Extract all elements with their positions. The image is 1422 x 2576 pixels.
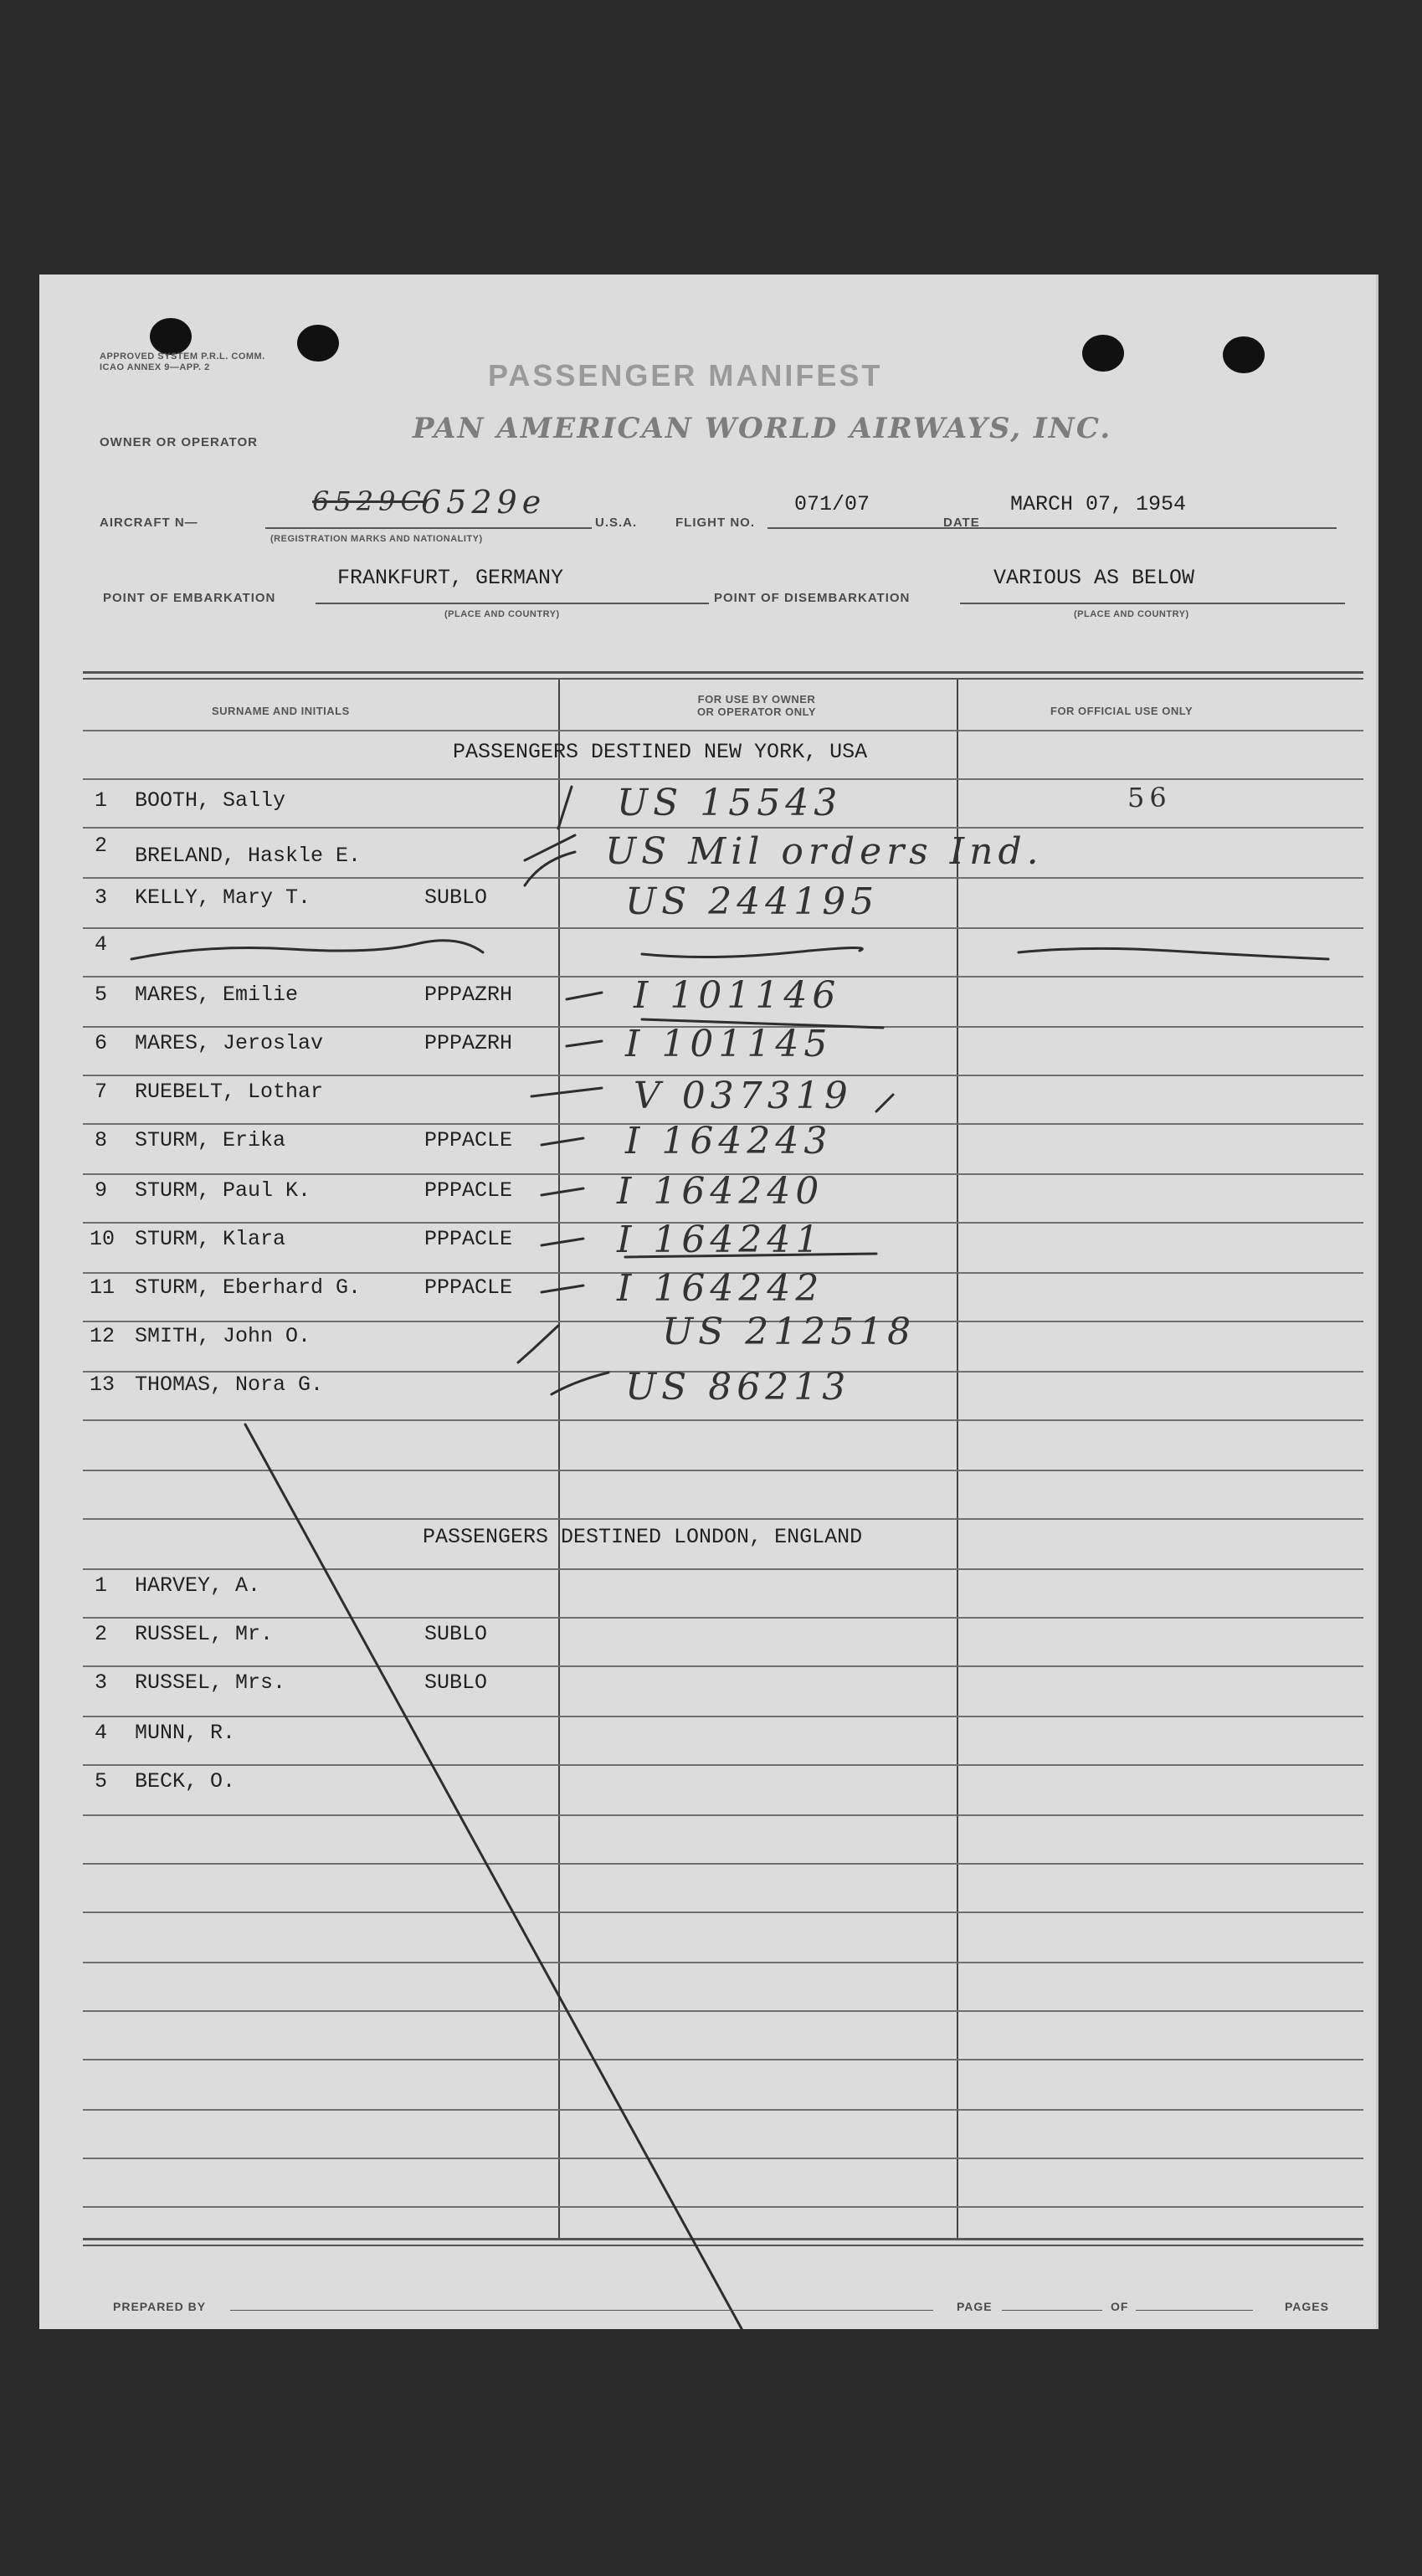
underline-stroke: [625, 1254, 876, 1257]
aircraft-label: AIRCRAFT N—: [100, 516, 198, 530]
passenger-name: MUNN, R.: [135, 1721, 236, 1745]
underline-stroke: [642, 1019, 883, 1028]
document-number: US 15543: [617, 782, 843, 824]
aircraft-value: 6529e: [421, 484, 547, 521]
document-number: V 037319: [634, 1075, 853, 1117]
row-number: 2: [95, 1622, 108, 1646]
passenger-code: PPPACLE: [424, 1227, 513, 1251]
dash-mark: [542, 1285, 583, 1292]
passenger-code: PPPACLE: [424, 1178, 513, 1203]
passenger-name: KELLY, Mary T.: [135, 885, 311, 910]
passenger-name: RUSSEL, Mrs.: [135, 1670, 286, 1695]
document-number: I 164243: [625, 1120, 833, 1162]
header-surname: SURNAME AND INITIALS: [212, 705, 350, 717]
flight-date: MARCH 07, 1954: [1010, 492, 1187, 516]
of-label: OF: [1111, 2300, 1129, 2313]
row-number: 6: [95, 1031, 108, 1055]
passenger-name: THOMAS, Nora G.: [135, 1373, 324, 1397]
diagonal-line: [245, 1424, 744, 2329]
document-number: I 164240: [617, 1170, 824, 1213]
passenger-code: PPPACLE: [424, 1128, 513, 1152]
passenger-name: BRELAND, Haskle E.: [135, 844, 362, 868]
document-number: I 101146: [634, 974, 841, 1017]
document-number: I 101145: [625, 1023, 833, 1065]
dash-mark: [542, 1138, 583, 1145]
row-number: 5: [95, 983, 108, 1007]
header-official: FOR OFFICIAL USE ONLY: [1050, 705, 1194, 717]
underline-stroke: [876, 1095, 893, 1111]
header-owner-use-line2: OR OPERATOR ONLY: [696, 706, 817, 718]
aircraft-struck-value: 6529C: [312, 485, 426, 517]
passenger-name: STURM, Klara: [135, 1227, 286, 1251]
owner-label: OWNER OR OPERATOR: [100, 435, 258, 449]
check-mark: [552, 1373, 608, 1394]
disembarkation-label: POINT OF DISEMBARKATION: [714, 591, 911, 605]
row-number: 4: [95, 1721, 108, 1745]
passenger-code: PPPACLE: [424, 1275, 513, 1300]
row-number: 11: [90, 1275, 116, 1300]
row-number: 12: [90, 1324, 116, 1348]
row-number: 13: [90, 1373, 116, 1397]
row-number: 4: [95, 932, 108, 957]
pen-marks: [39, 275, 1376, 2329]
dash-mark: [567, 1041, 602, 1046]
disembarkation-value: VARIOUS AS BELOW: [993, 566, 1195, 590]
check-mark: [525, 835, 575, 860]
manifest-sheet: [39, 275, 1378, 2329]
wavy-line: [642, 947, 862, 957]
check-mark: [558, 787, 572, 829]
flight-label: FLIGHT NO.: [675, 516, 755, 530]
dash-mark: [542, 1239, 583, 1245]
row-number: 7: [95, 1080, 108, 1104]
document-number: I 164242: [617, 1267, 824, 1310]
row-number: 9: [95, 1178, 108, 1203]
document-number: US 86213: [625, 1366, 851, 1409]
passenger-code: SUBLO: [424, 1670, 488, 1695]
passenger-name: BECK, O.: [135, 1769, 236, 1793]
place-caption: (PLACE AND COUNTRY): [444, 609, 560, 619]
usa-label: U.S.A.: [595, 516, 638, 530]
wavy-line: [1019, 948, 1328, 959]
date-label: DATE: [943, 516, 980, 530]
passenger-name: BOOTH, Sally: [135, 788, 286, 813]
embarkation-label: POINT OF EMBARKATION: [103, 591, 276, 605]
passenger-name: MARES, Emilie: [135, 983, 299, 1007]
passenger-name: RUEBELT, Lothar: [135, 1080, 324, 1104]
page-label: PAGE: [957, 2300, 993, 2313]
section-heading-new-york: PASSENGERS DESTINED NEW YORK, USA: [453, 740, 868, 764]
passenger-code: SUBLO: [424, 1622, 488, 1646]
passenger-name: SMITH, John O.: [135, 1324, 311, 1348]
passenger-code: PPPAZRH: [424, 1031, 513, 1055]
section-heading-london: PASSENGERS DESTINED LONDON, ENGLAND: [423, 1525, 863, 1549]
approval-note: APPROVED SYSTEM P.R.L. COMM. ICAO ANNEX 9—APP. 2: [100, 352, 265, 372]
page-title: PASSENGER MANIFEST: [488, 358, 883, 393]
wavy-line: [131, 941, 483, 959]
row-number: 8: [95, 1128, 108, 1152]
passenger-name: STURM, Erika: [135, 1128, 286, 1152]
document-number: US 244195: [625, 880, 880, 923]
passenger-name: HARVEY, A.: [135, 1573, 261, 1598]
operator-logo-text: PAN AMERICAN WORLD AIRWAYS, INC.: [413, 412, 1112, 445]
document-number: US Mil orders Ind.: [605, 830, 1044, 873]
passenger-name: STURM, Paul K.: [135, 1178, 311, 1203]
flight-number: 071/07: [794, 492, 870, 516]
pages-label: PAGES: [1285, 2300, 1329, 2313]
row-number: 2: [95, 834, 108, 858]
header-owner-use-line1: FOR USE BY OWNER: [697, 693, 816, 706]
row-number: 3: [95, 1670, 108, 1695]
registration-caption: (REGISTRATION MARKS AND NATIONALITY): [270, 534, 483, 544]
official-entry: 56: [1127, 782, 1172, 813]
passenger-name: MARES, Jeroslav: [135, 1031, 324, 1055]
row-number: 1: [95, 1573, 108, 1598]
prepared-by-label: PREPARED BY: [113, 2300, 207, 2313]
dash-mark: [531, 1088, 602, 1096]
passenger-code: PPPAZRH: [424, 983, 513, 1007]
passenger-name: RUSSEL, Mr.: [135, 1622, 274, 1646]
check-mark: [518, 1326, 558, 1362]
place-caption: (PLACE AND COUNTRY): [1074, 609, 1189, 619]
dash-mark: [567, 993, 602, 999]
passenger-code: SUBLO: [424, 885, 488, 910]
row-number: 1: [95, 788, 108, 813]
row-number: 10: [90, 1227, 116, 1251]
document-number: I 164241: [617, 1219, 824, 1261]
dash-mark: [542, 1188, 583, 1195]
embarkation-value: FRANKFURT, GERMANY: [337, 566, 564, 590]
document-number: US 212518: [662, 1311, 916, 1353]
passenger-name: STURM, Eberhard G.: [135, 1275, 362, 1300]
row-number: 5: [95, 1769, 108, 1793]
row-number: 3: [95, 885, 108, 910]
